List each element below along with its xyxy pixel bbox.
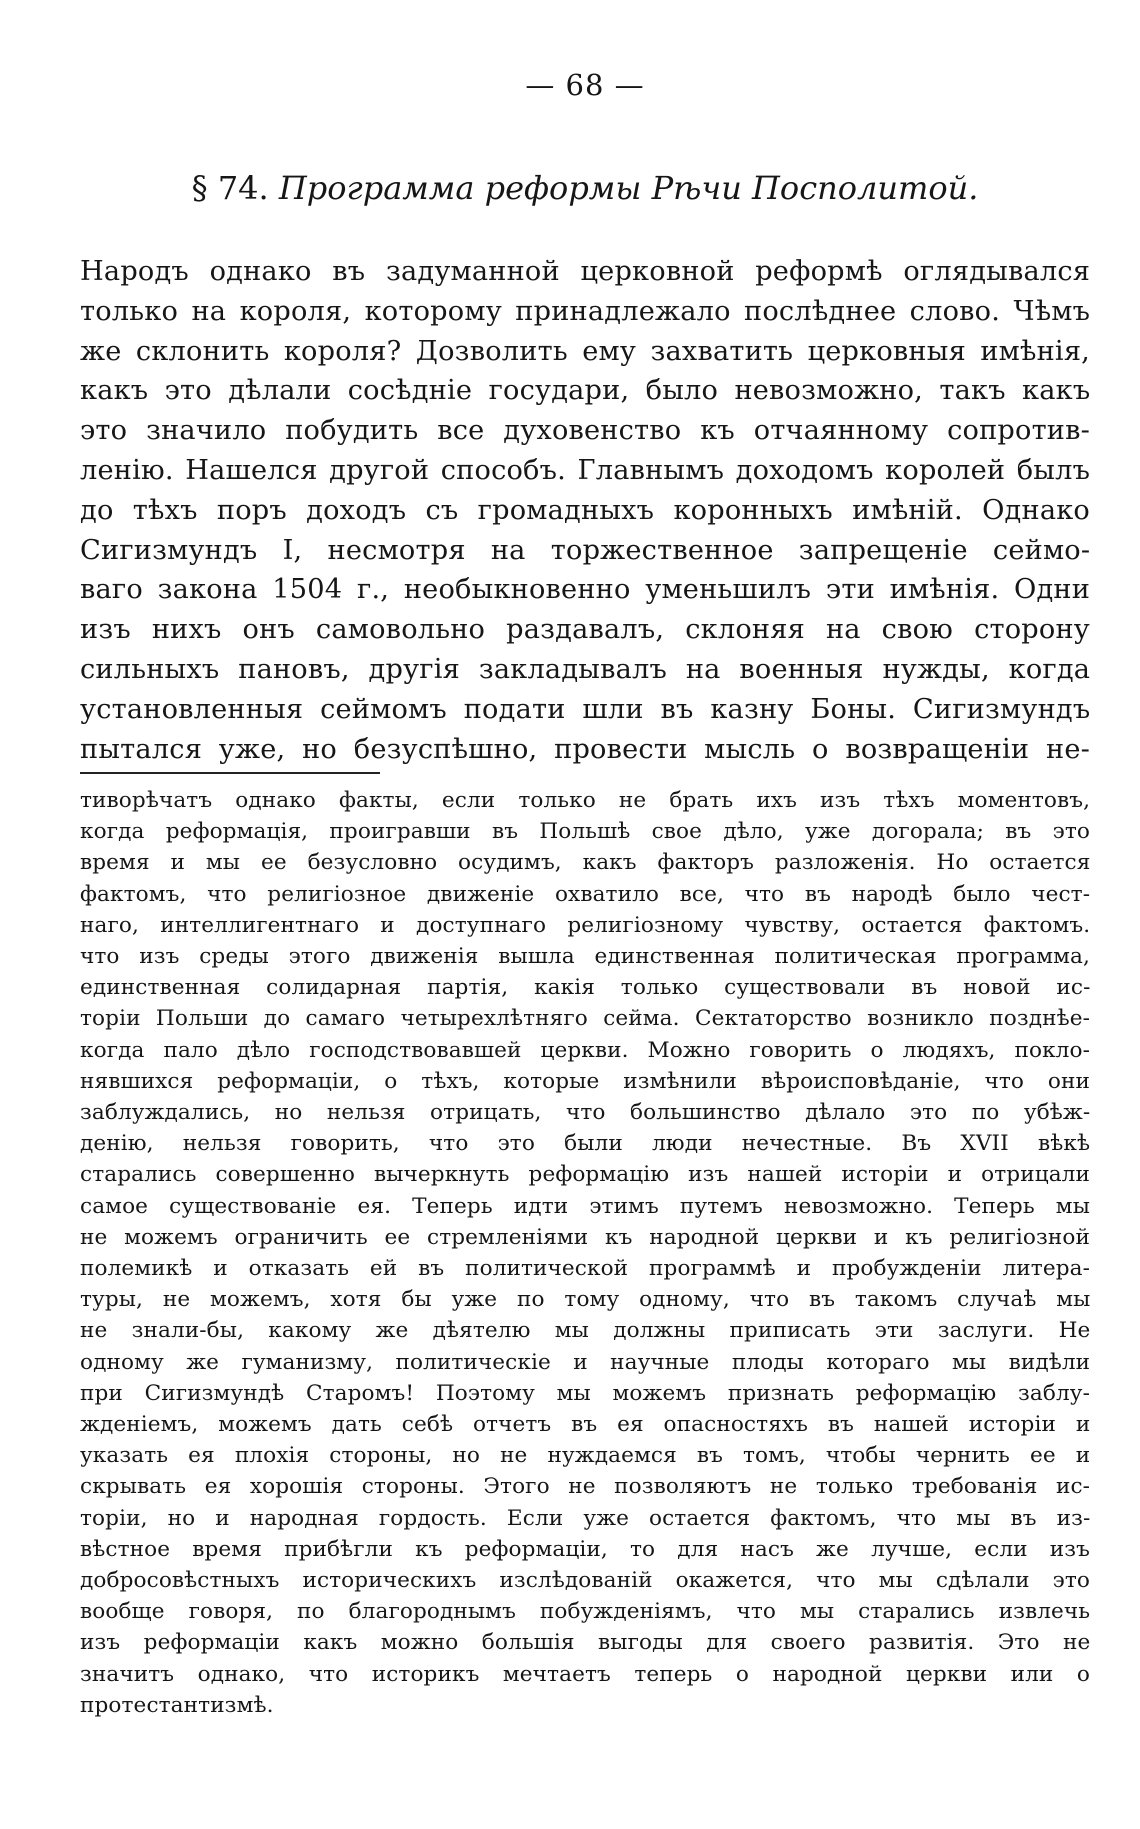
text-line: значитъ однако, что историкъ мечтаетъ теперь о народной церкви или о (80, 1661, 1090, 1687)
page-number: — 68 — (525, 68, 645, 102)
text-line: добросовѣстныхъ историческихъ изслѣдованій окажется, что мы сдѣлали это (80, 1568, 1090, 1594)
text-line: это значило побудить все духовенство къ отчаянному сопротив- (80, 415, 1091, 447)
text-line: не знали-бы, какому же дѣятелю мы должны приписать эти заслуги. Не (80, 1318, 1091, 1344)
text-line: вѣстное время прибѣгли къ реформаціи, то для насъ же лучше, если изъ (80, 1536, 1090, 1562)
text-line: денію, нельзя говорить, что это были люди нечестные. Въ XVII вѣкѣ (80, 1131, 1091, 1157)
text-line: единственная солидарная партія, какія только существовали въ новой ис- (80, 975, 1091, 1001)
text-line: установленныя сеймомъ подати шли въ казну Боны. Сигизмундъ (80, 693, 1091, 725)
main-text (80, 252, 1090, 769)
text-line: старались совершенно вычеркнуть реформацію изъ нашей исторіи и отрицали (80, 1162, 1090, 1188)
text-line: полемикѣ и отказать ей въ политической программѣ и пробужденіи литера- (80, 1256, 1091, 1282)
text-line: что изъ среды этого движенія вышла единственная политическая программа, (80, 944, 1090, 970)
text-line: до тѣхъ поръ доходъ съ громадныхъ коронныхъ имѣній. Однако (80, 494, 1090, 526)
section-title: Программа реформы Рѣчи Посполитой. (278, 169, 979, 207)
text-line: скрывать ея хорошія стороны. Этого не позволяютъ не только требованія ис- (80, 1474, 1091, 1500)
text-line: пытался уже, но безуспѣшно, провести мысль о возвращеніи не- (80, 733, 1090, 765)
text-line: торіи, но и народная гордость. Если уже остается фактомъ, что мы въ из- (80, 1505, 1091, 1531)
text-line: время и мы ее безусловно осудимъ, какъ факторъ разложенія. Но остается (80, 850, 1091, 876)
text-line: фактомъ, что религіозное движеніе охватило все, что въ народѣ было чест- (80, 881, 1091, 907)
text-line: указать ея плохія стороны, но не нуждаемся въ томъ, чтобы чернить ее и (80, 1443, 1091, 1469)
text-line: туры, не можемъ, хотя бы уже по тому одному, что въ такомъ случаѣ мы (80, 1287, 1091, 1313)
text-line: не можемъ ограничить ее стремленіями къ народной церкви и къ религіозной (80, 1224, 1090, 1250)
text-line: когда пало дѣло господствовавшей церкви. Можно говорить о людяхъ, покло- (80, 1037, 1090, 1063)
text-line: заблуждались, но нельзя отрицать, что большинство дѣлало это по убѣж- (80, 1100, 1091, 1126)
text-line: изъ реформаціи какъ можно большія выгоды для своего развитія. Это не (80, 1630, 1091, 1656)
section-heading (80, 168, 1090, 208)
text-line: наго, интеллигентнаго и доступнаго религіозному чувству, остается фактомъ. (80, 912, 1091, 938)
text-line: самое существованіе ея. Теперь идти этимъ путемъ невозможно. Теперь мы (80, 1193, 1090, 1219)
text-line: ваго закона 1504 г., необыкновенно уменьшилъ эти имѣнія. Одни (80, 574, 1091, 606)
text-line: Сигизмундъ I, несмотря на торжественное запрещеніе сеймо- (80, 534, 1091, 566)
text-line: же склонить короля? Дозволить ему захватить церковныя имѣнія, (80, 335, 1091, 367)
footnote-divider (80, 772, 380, 774)
text-line: Народъ однако въ задуманной церковной реформѣ оглядывался (80, 256, 1091, 287)
text-line: торіи Польши до самаго четырехлѣтняго сейма. Сектаторство возникло позднѣе- (80, 1006, 1090, 1032)
text-line: сильныхъ пановъ, другія закладывалъ на военныя нужды, когда (80, 653, 1091, 685)
text-line: вообще говоря, по благороднымъ побужденіямъ, что мы старались извлечь (80, 1599, 1091, 1625)
text-line: тиворѣчатъ однако факты, если только не брать ихъ изъ тѣхъ моментовъ, (80, 788, 1091, 813)
text-line: жденіемъ, можемъ дать себѣ отчетъ въ ея опасностяхъ въ нашей исторіи и (80, 1412, 1091, 1438)
text-line: изъ нихъ онъ самовольно раздавалъ, склоняя на свою сторону (80, 614, 1090, 646)
text-line: ленію. Нашелся другой способъ. Главнымъ доходомъ королей былъ (80, 454, 1091, 486)
text-line: протестантизмѣ. (80, 1692, 274, 1718)
text-line: когда реформація, проигравши въ Польшѣ свое дѣло, уже догорала; въ это (80, 819, 1090, 845)
text-line: какъ это дѣлали сосѣдніе государи, было невозможно, такъ какъ (80, 375, 1091, 407)
text-line: одному же гуманизму, политическіе и научные плоды котораго мы видѣли (80, 1349, 1091, 1375)
footnote-text (80, 785, 1090, 1721)
section-number: § 74. (191, 169, 269, 207)
text-line: нявшихся реформаціи, о тѣхъ, которые измѣнили вѣроисповѣданіе, что они (80, 1068, 1090, 1094)
text-line: только на короля, которому принадлежало послѣднее слово. Чѣмъ (80, 295, 1091, 327)
text-line: при Сигизмундѣ Старомъ! Поэтому мы можемъ признать реформацію заблу- (80, 1380, 1090, 1406)
